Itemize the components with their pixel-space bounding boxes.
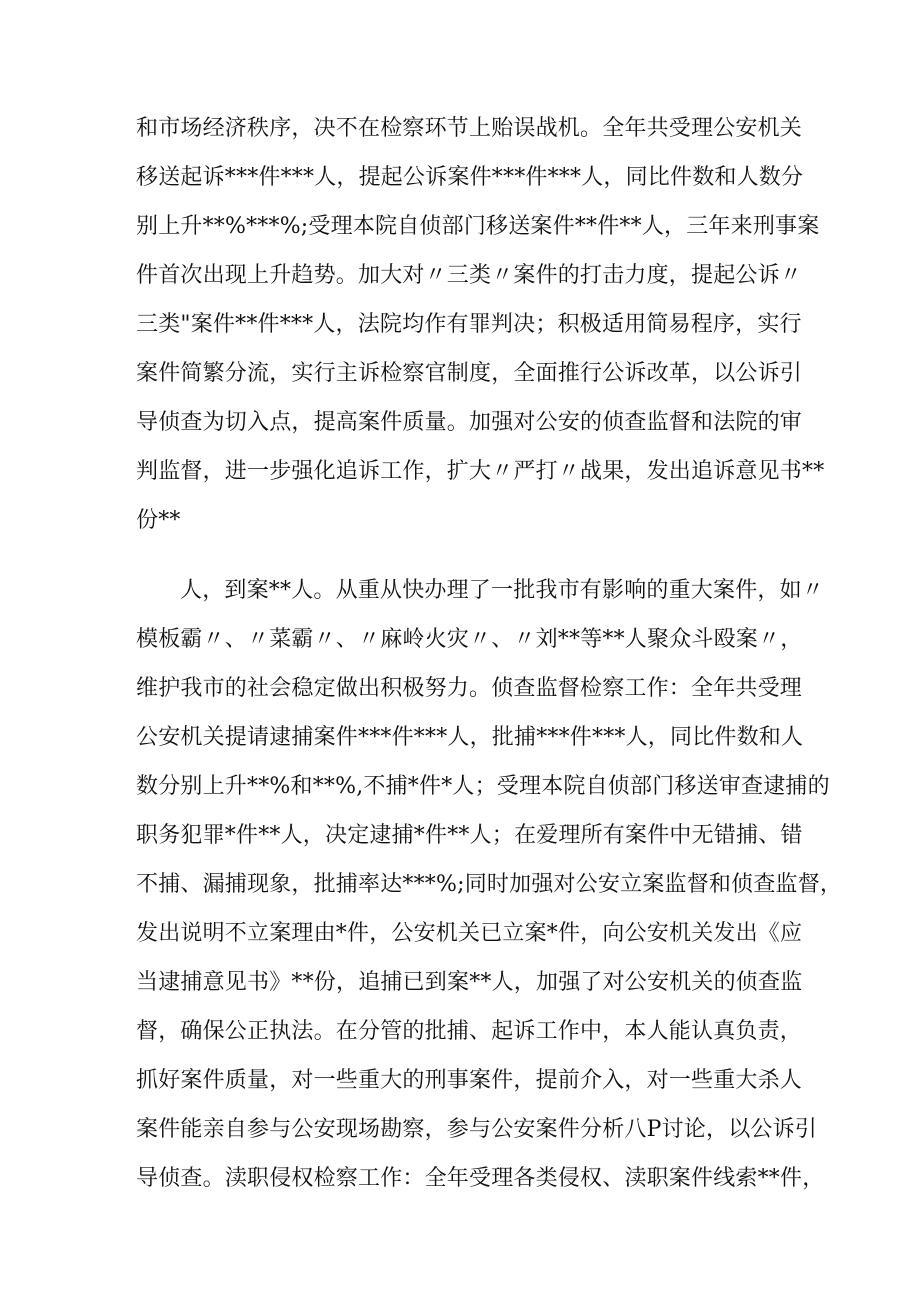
paragraph-2-line-5: 数分别上升**%和**%,不捕*件*人；受理本院自侦部门移送审查逮捕的 — [136, 774, 830, 799]
paragraph-2-line-9: 当逮捕意见书》**份，追捕已到案**人，加强了对公安机关的侦查监 — [136, 970, 803, 995]
paragraph-2-line-4: 公安机关提请逮捕案件***件***人，批捕***件***人，同比件数和人 — [136, 725, 804, 750]
paragraph-1-line-1: 和市场经济秩序，决不在检察环节上贻误战机。全年共受理公安机关 — [136, 116, 803, 141]
paragraph-2-line-2: 模板霸〃、〃菜霸〃、〃麻岭火灾〃、〃刘**等**人聚众斗殴案〃， — [136, 627, 803, 652]
paragraph-1-line-6: 案件简繁分流，实行主诉检察官制度，全面推行公诉改革，以公诉引 — [136, 361, 803, 386]
paragraph-2-line-8: 发出说明不立案理由*件，公安机关已立案*件，向公安机关发出《应 — [136, 921, 803, 946]
paragraph-2-line-12: 案件能亲自参与公安现场勘察，参与公安案件分析八P讨论，以公诉引 — [136, 1117, 818, 1142]
paragraph-2-line-11: 抓好案件质量，对一些重大的刑事案件，提前介入，对一些重大杀人 — [136, 1068, 803, 1093]
paragraph-2-line-6: 职务犯罪*件**人，决定逮捕*件**人；在爱理所有案件中无错捕、错 — [136, 823, 803, 848]
paragraph-1-line-5: 三类"案件**件***人，法院均作有罪判决；积极适用简易程序，实行 — [136, 312, 802, 337]
paragraph-1-line-4: 件首次出现上升趋势。加大对〃三类〃案件的打击力度，提起公诉〃 — [136, 263, 803, 288]
paragraph-1-line-2: 移送起诉***件***人，提起公诉案件***件***人，同比件数和人数分 — [136, 165, 804, 190]
paragraph-1-line-3: 别上升**%***%;受理本院自侦部门移送案件**件**人，三年来刑事案 — [136, 214, 820, 239]
paragraph-2-line-3: 维护我市的社会稳定做出积极努力。侦查监督检察工作：全年共受理 — [136, 676, 803, 701]
paragraph-1-line-8: 判监督，进一步强化追诉工作，扩大〃严打〃战果，发出追诉意见书** — [136, 459, 825, 484]
paragraph-2-line-13: 导侦查。渎职侵权检察工作：全年受理各类侵权、渎职案件线索**件， — [136, 1166, 825, 1191]
paragraph-1-line-7: 导侦查为切入点，提高案件质量。加强对公安的侦查监督和法院的审 — [136, 410, 803, 435]
paragraph-2-line-10: 督，确保公正执法。在分管的批捕、起诉工作中，本人能认真负责， — [136, 1019, 803, 1044]
paragraph-1-line-9: 份** — [136, 508, 181, 533]
paragraph-2-line-1: 人，到案**人。从重从快办理了一批我市有影响的重大案件，如〃 — [180, 578, 825, 603]
paragraph-2-line-7: 不捕、漏捕现象，批捕率达***%;同时加强对公安立案监督和侦查监督， — [136, 872, 843, 897]
